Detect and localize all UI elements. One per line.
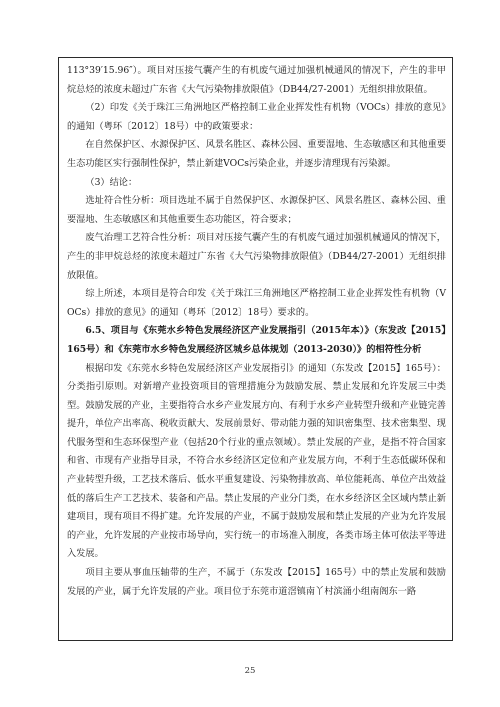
- paragraph-policy-requirement: 在自然保护区、水源保护区、风景名胜区、森林公园、重要湿地、生态敏感区和其他重要生态功能区实行强制性保护，禁止新建VOCs污染企业，并逐步清理现有污染源。: [67, 139, 446, 169]
- paragraph-process-analysis: 废气治理工艺符合性分析：项目对压接气囊产生的有机废气通过加强机械通风的情况下，产生的非甲烷总烃的浓度未超过广东省《大气污染物排放限值》（DB44/27-2001）无组织排放限值。: [67, 232, 446, 281]
- content-frame: [58, 57, 453, 641]
- section-heading-6-5: 6.5、项目与《东莞水乡特色发展经济区产业发展指引（2015年本）》（东发改【2015】165号）和《东莞市水乡特色发展经济区城乡总体规划（2013-2030）》的相符性分析: [67, 325, 446, 355]
- page-number: 25: [244, 666, 256, 676]
- paragraph-industry-guidance: 根据印发《东莞水乡特色发展经济区产业发展指引》的通知（东发改【2015】165号）：分类指引原则。对新增产业投资项目的管理措施分为鼓励发展、禁止发展和允许发展三中类型。鼓励发展的产业，主要指符合水乡产业发展方向、有利于水乡产业转型升级和产业链完善提升，单位产出率高、税收贡献大、发展前景好、带动能力强的知识密集型、技术密集型、现代服务型和生态环保型产业（包括20个行业的重点领域）。禁止发展的产业，是指不符合国家和省、市现有产业指导目录，不符合水乡经济区定位和产业发展方向，不利于生态低碳环保和产业转型升级，工艺技术落后、低水平重复建设、污染物排放高、单位能耗高、单位产出效益低的落后生产工艺技术、装备和产品。禁止发展的产业分门类，在水乡经济区全区域内禁止新建项目，现有项目不得扩建。允许发展的产业，不属于鼓励发展和禁止发展的产业为允许发展的产业，允许发展的产业按市场导向，实行统一的市场准入制度，各类市场主体可依法平等进入发展。: [67, 362, 446, 560]
- paragraph-policy-heading: （2）印发《关于珠江三角洲地区严格控制工业企业挥发性有机物（VOCs）排放的意见》的通知（粤环〔2012〕18号）中的政策要求：: [67, 102, 446, 132]
- content-body: [59, 58, 452, 601]
- paragraph-conclusion-label: （3）结论：: [85, 176, 138, 188]
- paragraph-coordinates-conclusion: 113°39′15.96″）。项目对压接气囊产生的有机废气通过加强机械通风的情况下，产生的非甲烷总烃的浓度未超过广东省《大气污染物排放限值》（DB44/27-2001）无组织排放限值。: [67, 65, 446, 95]
- paragraph-project-classification: 项目主要从事血压轴带的生产，不属于（东发改【2015】165号）中的禁止发展和鼓励发展的产业，属于允许发展的产业。项目位于东莞市道滘镇南丫村滨涌小组南阁东一路: [67, 567, 446, 597]
- paragraph-site-analysis: 选址符合性分析：项目选址不属于自然保护区、水源保护区、风景名胜区、森林公园、重要湿地、生态敏感区和其他重要生态功能区，符合要求；: [67, 195, 446, 225]
- paragraph-summary: 综上所述，本项目是符合印发《关于珠江三角洲地区严格控制工业企业挥发性有机物（VOCs）排放的意见》的通知（粤环〔2012〕18号）要求的。: [67, 288, 446, 318]
